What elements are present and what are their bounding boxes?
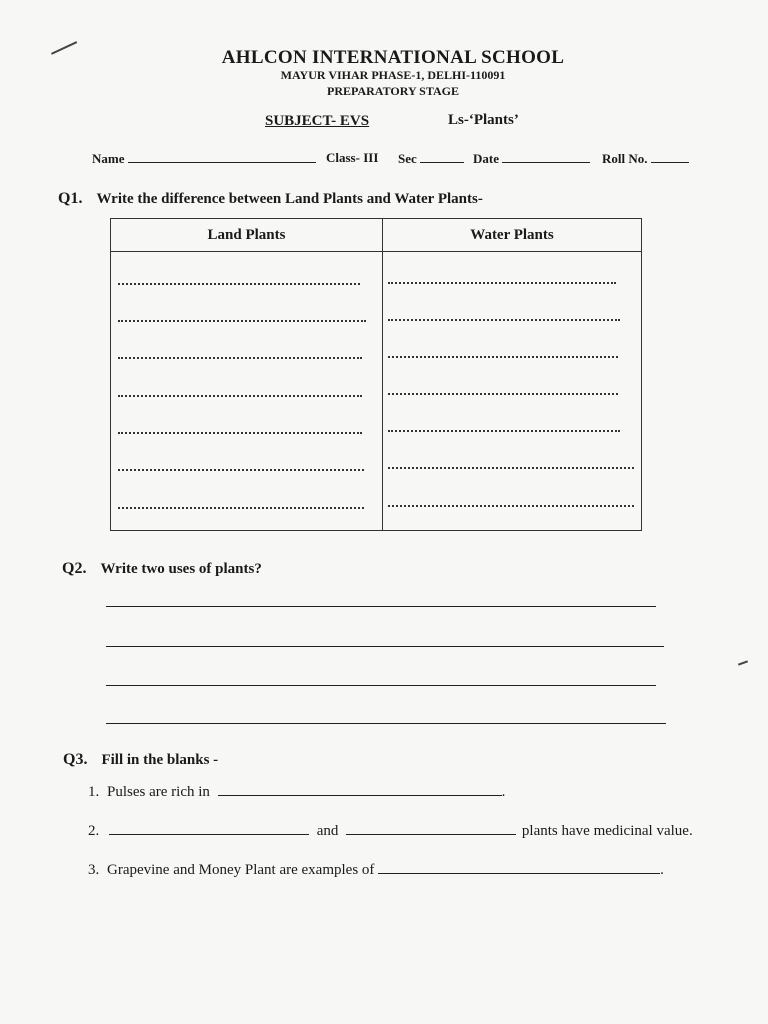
- answer-line[interactable]: [118, 469, 364, 471]
- class-label: Class- III: [326, 150, 379, 165]
- blank-item-1-text: Pulses are rich in: [107, 784, 210, 800]
- question-1-text: Write the difference between Land Plants and Water Plants-: [96, 191, 483, 207]
- answer-line[interactable]: [388, 282, 616, 284]
- date-row: [473, 150, 590, 167]
- question-3: [63, 751, 218, 769]
- blank-item-1: [88, 783, 505, 801]
- blank-item-1-number: 1.: [88, 784, 100, 800]
- answer-line[interactable]: [118, 357, 362, 359]
- blank-item-2-field-b[interactable]: [346, 822, 516, 835]
- roll-field[interactable]: [651, 150, 689, 163]
- blank-item-3-number: 3.: [88, 862, 100, 878]
- sec-row: [398, 150, 464, 167]
- blank-item-2-number: 2.: [88, 823, 100, 839]
- sec-label: Sec: [398, 151, 417, 166]
- lesson-label: Ls-‘Plants’: [448, 112, 519, 128]
- answer-line[interactable]: [388, 356, 618, 358]
- blank-item-3: [88, 861, 664, 879]
- blank-item-2-field-a[interactable]: [109, 822, 309, 835]
- question-1-number: Q1.: [58, 190, 83, 207]
- name-row: [92, 150, 316, 167]
- answer-line[interactable]: [388, 319, 620, 321]
- question-3-text: Fill in the blanks -: [101, 752, 219, 768]
- scan-mark: [738, 660, 748, 665]
- blank-item-1-end: .: [501, 784, 506, 800]
- answer-line[interactable]: [118, 283, 360, 285]
- answer-line[interactable]: [118, 320, 366, 322]
- difference-table: [110, 218, 642, 531]
- blank-item-1-field[interactable]: [218, 783, 502, 796]
- answer-line[interactable]: [118, 432, 362, 434]
- answer-line[interactable]: [388, 393, 618, 395]
- class-row: [326, 150, 378, 166]
- column-header-land-plants: Land Plants: [111, 219, 383, 252]
- blank-item-3-field[interactable]: [378, 861, 660, 874]
- answer-line[interactable]: [106, 685, 656, 686]
- blank-item-2: [88, 822, 693, 840]
- subject-label: SUBJECT- EVS: [265, 113, 370, 129]
- land-plants-cell[interactable]: [111, 252, 383, 531]
- answer-line[interactable]: [388, 430, 620, 432]
- question-2-text: Write two uses of plants?: [100, 561, 262, 577]
- answer-line[interactable]: [118, 395, 362, 397]
- blank-item-2-and: and: [316, 823, 339, 839]
- blank-item-3-text: Grapevine and Money Plant are examples of: [107, 862, 375, 878]
- question-3-number: Q3.: [63, 751, 88, 768]
- school-address: MAYUR VIHAR PHASE-1, DELHI-110091: [280, 68, 506, 82]
- sec-field[interactable]: [420, 150, 464, 163]
- water-plants-cell[interactable]: [383, 252, 642, 531]
- roll-label: Roll No.: [602, 151, 648, 166]
- answer-line[interactable]: [106, 646, 664, 647]
- name-label: Name: [92, 151, 125, 166]
- question-1: [58, 190, 483, 208]
- date-label: Date: [473, 151, 499, 166]
- answer-line[interactable]: [118, 507, 364, 509]
- question-2: [62, 560, 262, 578]
- answer-line[interactable]: [388, 505, 634, 507]
- school-name: AHLCON INTERNATIONAL SCHOOL: [221, 47, 565, 68]
- date-field[interactable]: [502, 150, 590, 163]
- answer-line[interactable]: [388, 467, 634, 469]
- answer-line[interactable]: [106, 606, 656, 607]
- blank-item-3-end: .: [660, 862, 664, 878]
- name-field[interactable]: [128, 150, 316, 163]
- column-header-water-plants: Water Plants: [383, 219, 642, 252]
- blank-item-2-text: plants have medicinal value.: [521, 823, 693, 839]
- stage-label: PREPARATORY STAGE: [327, 84, 459, 98]
- question-2-number: Q2.: [62, 560, 87, 577]
- answer-line[interactable]: [106, 723, 666, 724]
- roll-row: [602, 150, 689, 167]
